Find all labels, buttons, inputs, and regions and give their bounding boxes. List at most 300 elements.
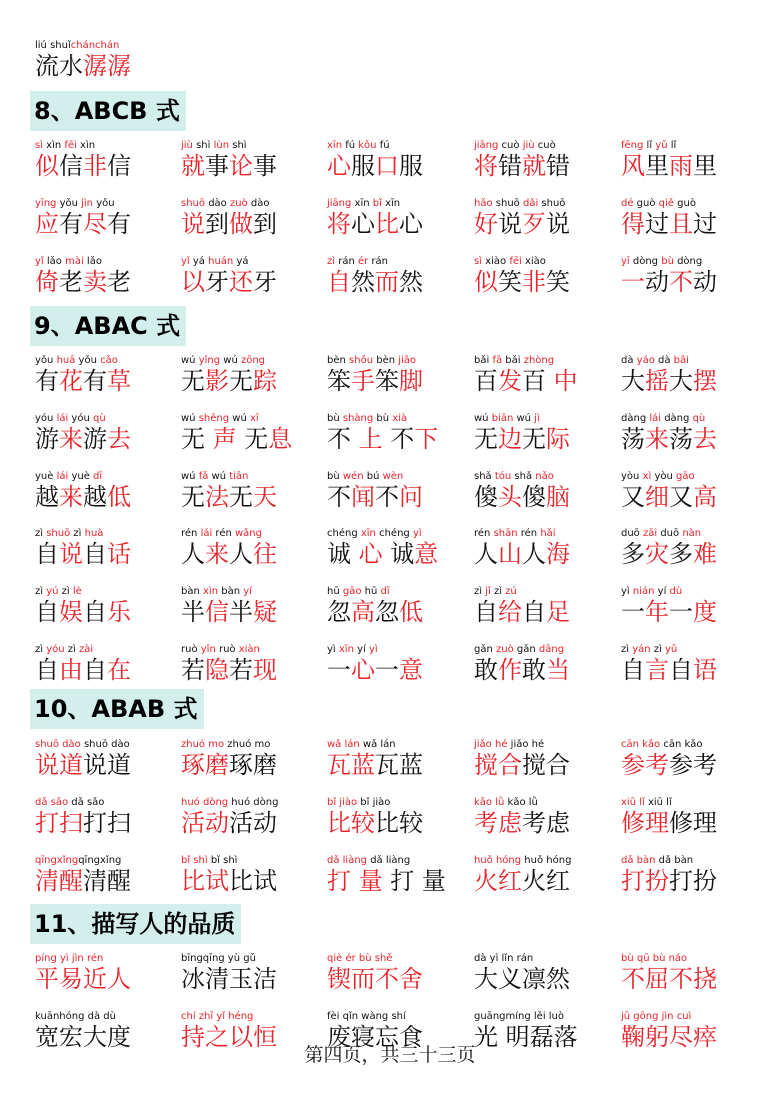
plain-text: 比较 bbox=[375, 809, 423, 837]
plain-text: huó dòng bbox=[228, 797, 279, 808]
highlight-text: yì bbox=[368, 644, 378, 655]
pinyin bbox=[474, 1011, 614, 1023]
highlight-text: 还 bbox=[229, 268, 253, 296]
chinese-phrase bbox=[474, 809, 614, 837]
plain-text: rén bbox=[212, 528, 235, 539]
highlight-text: 疑 bbox=[253, 598, 277, 626]
highlight-text: jìn bbox=[81, 198, 94, 209]
pinyin bbox=[35, 797, 175, 809]
plain-text: 里 bbox=[693, 152, 717, 180]
plain-text: 笑 bbox=[498, 268, 522, 296]
plain-text: rán bbox=[335, 256, 358, 267]
pinyin bbox=[621, 855, 761, 867]
plain-text: chéng bbox=[375, 528, 413, 539]
plain-text: wú bbox=[229, 413, 250, 424]
highlight-text: 鞠躬尽瘁 bbox=[621, 1023, 717, 1051]
chinese-phrase bbox=[474, 598, 614, 626]
pinyin bbox=[474, 586, 614, 598]
plain-text: 百 bbox=[522, 367, 554, 395]
pinyin bbox=[621, 140, 761, 152]
highlight-text: nián bbox=[632, 586, 655, 597]
plain-text: 一 bbox=[375, 656, 399, 684]
idiom-item bbox=[181, 739, 321, 779]
pinyin bbox=[621, 739, 761, 751]
plain-text: ruò bbox=[215, 644, 239, 655]
plain-text: 瓦蓝 bbox=[375, 751, 423, 779]
plain-text: 不 bbox=[375, 483, 399, 511]
chinese-phrase bbox=[181, 751, 321, 779]
plain-text: 半 bbox=[229, 598, 253, 626]
highlight-text: lè bbox=[72, 586, 82, 597]
highlight-text: shàng bbox=[342, 413, 374, 424]
highlight-text: 来 bbox=[205, 540, 229, 568]
highlight-text: lái bbox=[649, 413, 662, 424]
plain-text: xiào bbox=[482, 256, 510, 267]
pinyin bbox=[35, 198, 175, 210]
plain-text: 百 bbox=[474, 367, 498, 395]
highlight-text: 应 bbox=[35, 210, 59, 238]
plain-text: huǒ hóng bbox=[521, 855, 572, 866]
idiom-item bbox=[474, 471, 614, 511]
highlight-text: yì bbox=[412, 528, 422, 539]
idiom-item bbox=[474, 739, 614, 779]
plain-text: 游 bbox=[35, 425, 59, 453]
chinese-phrase bbox=[621, 598, 761, 626]
highlight-text: 当 bbox=[546, 656, 570, 684]
pinyin bbox=[181, 739, 321, 751]
highlight-text: 难 bbox=[693, 540, 717, 568]
pinyin bbox=[621, 586, 761, 598]
idiom-item bbox=[35, 855, 175, 895]
pinyin bbox=[35, 586, 175, 598]
plain-text: dào bbox=[247, 198, 270, 209]
highlight-text: 锲而不舍 bbox=[327, 965, 423, 993]
plain-text: yuè bbox=[35, 471, 57, 482]
plain-text: 服 bbox=[351, 152, 375, 180]
highlight-text: tóu bbox=[494, 471, 512, 482]
plain-text: rén bbox=[474, 528, 494, 539]
plain-text: 傻 bbox=[522, 483, 546, 511]
highlight-text: shān bbox=[493, 528, 518, 539]
plain-text: bèn bbox=[327, 355, 350, 366]
plain-text: shǎ bbox=[511, 471, 536, 482]
plain-text: 傻 bbox=[474, 483, 498, 511]
highlight-text: wén bbox=[342, 471, 364, 482]
highlight-text: yóu bbox=[46, 644, 65, 655]
plain-text: wú bbox=[474, 413, 492, 424]
plain-text: shuō bbox=[538, 198, 566, 209]
highlight-text: bǐ shì bbox=[181, 855, 208, 866]
plain-text: gǎn bbox=[474, 644, 496, 655]
highlight-text: píng yì jìn rén bbox=[35, 953, 104, 964]
chinese-phrase bbox=[621, 210, 761, 238]
highlight-text: jì bbox=[534, 413, 540, 424]
highlight-text: shuō dào bbox=[35, 739, 81, 750]
idiom-item bbox=[181, 198, 321, 238]
chinese-phrase bbox=[621, 867, 761, 895]
plain-text: 大义凛然 bbox=[474, 965, 570, 993]
plain-text: 一 bbox=[327, 656, 351, 684]
highlight-text: ér bbox=[357, 256, 369, 267]
plain-text: bù bbox=[327, 413, 343, 424]
highlight-text: fēi bbox=[509, 256, 522, 267]
plain-text: dà yì lǐn rán bbox=[474, 953, 534, 964]
chinese-phrase bbox=[181, 598, 321, 626]
plain-text: rén bbox=[517, 528, 541, 539]
highlight-text: 清醒 bbox=[35, 867, 83, 895]
pinyin bbox=[327, 739, 467, 751]
highlight-text: 平易近人 bbox=[35, 965, 131, 993]
idiom-item bbox=[181, 256, 321, 296]
idiom-item bbox=[181, 855, 321, 895]
pinyin bbox=[474, 471, 614, 483]
highlight-text: xià bbox=[392, 413, 408, 424]
idiom-item bbox=[474, 528, 614, 568]
plain-text: 动 bbox=[693, 268, 717, 296]
chinese-phrase bbox=[621, 656, 761, 684]
chinese-phrase bbox=[327, 656, 467, 684]
idiom-item bbox=[181, 413, 321, 453]
plain-text: 笨 bbox=[375, 367, 399, 395]
pinyin bbox=[35, 855, 175, 867]
highlight-text: 好 bbox=[474, 210, 498, 238]
highlight-text: lái bbox=[56, 471, 69, 482]
plain-text: yǒu bbox=[75, 355, 101, 366]
highlight-text: shuō bbox=[46, 528, 71, 539]
plain-text: wú bbox=[208, 471, 230, 482]
plain-text: 服 bbox=[399, 152, 423, 180]
plain-text: fú bbox=[342, 140, 359, 151]
pinyin bbox=[621, 355, 761, 367]
plain-text: 笑 bbox=[546, 268, 570, 296]
highlight-text: bù qū bù náo bbox=[621, 953, 688, 964]
highlight-text: 搅合 bbox=[474, 751, 522, 779]
pinyin bbox=[474, 953, 614, 965]
chinese-phrase bbox=[327, 540, 467, 568]
chinese-phrase bbox=[181, 965, 321, 993]
idiom-item bbox=[327, 355, 467, 395]
plain-text: 荡 bbox=[621, 425, 645, 453]
idiom-item bbox=[621, 739, 761, 779]
plain-text: fèi qǐn wàng shí bbox=[327, 1011, 406, 1022]
highlight-text: xì bbox=[642, 471, 652, 482]
plain-text: rén bbox=[181, 528, 201, 539]
highlight-text: dé bbox=[621, 198, 634, 209]
highlight-text: xīn bbox=[360, 528, 376, 539]
highlight-text: mài bbox=[65, 256, 84, 267]
highlight-text: 作 bbox=[498, 656, 522, 684]
highlight-text: 闻 bbox=[351, 483, 375, 511]
plain-text: shuō dào bbox=[80, 739, 130, 750]
plain-text: wú bbox=[181, 413, 199, 424]
plain-text: shì bbox=[229, 140, 247, 151]
plain-text: yǒu bbox=[93, 198, 115, 209]
chinese-phrase bbox=[621, 367, 761, 395]
chinese-phrase bbox=[621, 751, 761, 779]
highlight-text: 山 bbox=[498, 540, 522, 568]
highlight-text: 打 量 bbox=[327, 867, 383, 895]
highlight-text: yǐ bbox=[181, 256, 190, 267]
highlight-text: qù bbox=[692, 413, 706, 424]
idiom-item bbox=[181, 528, 321, 568]
chinese-phrase bbox=[181, 367, 321, 395]
highlight-text: zhòng bbox=[523, 355, 555, 366]
highlight-text: 持之以恒 bbox=[181, 1023, 277, 1051]
chinese-phrase bbox=[181, 656, 321, 684]
highlight-text: xīn bbox=[327, 140, 343, 151]
highlight-text: 参考 bbox=[621, 751, 669, 779]
highlight-text: chánchán bbox=[70, 40, 120, 51]
idiom-item bbox=[327, 739, 467, 779]
pinyin bbox=[327, 198, 467, 210]
pinyin bbox=[474, 528, 614, 540]
section-heading: 9、ABAC 式 bbox=[30, 306, 186, 346]
highlight-text: 高 bbox=[351, 598, 375, 626]
pinyin bbox=[327, 855, 467, 867]
idiom-item bbox=[474, 797, 614, 837]
plain-text: 敢 bbox=[522, 656, 546, 684]
plain-text: yì bbox=[621, 586, 633, 597]
pinyin bbox=[35, 355, 175, 367]
highlight-text: sì bbox=[474, 256, 482, 267]
plain-text: 宽宏大度 bbox=[35, 1023, 131, 1051]
highlight-text: bǐ bbox=[372, 198, 382, 209]
pinyin bbox=[327, 586, 467, 598]
chinese-phrase bbox=[327, 425, 467, 453]
chinese-phrase bbox=[327, 867, 467, 895]
plain-text: 清醒 bbox=[83, 867, 131, 895]
highlight-text: qù bbox=[92, 413, 106, 424]
plain-text: 有 bbox=[83, 367, 107, 395]
chinese-phrase bbox=[474, 483, 614, 511]
plain-text: zì bbox=[490, 586, 506, 597]
plain-text: 说道 bbox=[83, 751, 131, 779]
plain-text: 过 bbox=[693, 210, 717, 238]
highlight-text: cǎo bbox=[100, 355, 118, 366]
chinese-phrase bbox=[621, 483, 761, 511]
plain-text: 心 bbox=[399, 210, 423, 238]
idiom-item bbox=[327, 953, 467, 993]
plain-text: 打扮 bbox=[669, 867, 717, 895]
highlight-text: 论 bbox=[229, 152, 253, 180]
pinyin bbox=[327, 140, 467, 152]
highlight-text: zhuó mo bbox=[181, 739, 225, 750]
highlight-text: bù bbox=[661, 256, 674, 267]
plain-text: 游 bbox=[83, 425, 107, 453]
plain-text: yuè bbox=[68, 471, 94, 482]
idiom-item bbox=[181, 586, 321, 626]
highlight-text: 娱 bbox=[59, 598, 83, 626]
plain-text: 忽 bbox=[375, 598, 399, 626]
idiom-item bbox=[327, 644, 467, 684]
highlight-text: 法 bbox=[205, 483, 229, 511]
plain-text: 比试 bbox=[229, 867, 277, 895]
highlight-text: yī bbox=[621, 256, 630, 267]
highlight-text: 心 bbox=[358, 540, 383, 568]
plain-text: dòng bbox=[673, 256, 703, 267]
idiom-item bbox=[327, 586, 467, 626]
plain-text: 打扫 bbox=[83, 809, 131, 837]
pinyin bbox=[181, 855, 321, 867]
highlight-text: fā bbox=[492, 355, 503, 366]
plain-text: xiū lǐ bbox=[644, 797, 672, 808]
plain-text: bǎi bbox=[474, 355, 493, 366]
pinyin bbox=[35, 413, 175, 425]
highlight-text: 就 bbox=[522, 152, 546, 180]
highlight-text: jiù bbox=[522, 140, 535, 151]
highlight-text: 中 bbox=[553, 367, 578, 395]
highlight-text: 口 bbox=[375, 152, 399, 180]
plain-text: kǎo lǜ bbox=[504, 797, 538, 808]
plain-text: bù bbox=[373, 413, 393, 424]
highlight-text: 息 bbox=[268, 425, 293, 453]
highlight-text: dǎi bbox=[522, 198, 539, 209]
chinese-phrase bbox=[181, 152, 321, 180]
plain-text: 荡 bbox=[669, 425, 693, 453]
chinese-phrase bbox=[181, 268, 321, 296]
plain-text: yòu bbox=[621, 471, 643, 482]
chinese-phrase bbox=[474, 268, 614, 296]
plain-text: 又 bbox=[669, 483, 693, 511]
highlight-text: 语 bbox=[693, 656, 717, 684]
pinyin bbox=[181, 198, 321, 210]
idiom-item bbox=[327, 471, 467, 511]
plain-text: 然 bbox=[351, 268, 375, 296]
highlight-text: 问 bbox=[399, 483, 423, 511]
plain-text: guāngmíng lěi luò bbox=[474, 1011, 565, 1022]
plain-text: bǐ shì bbox=[207, 855, 238, 866]
highlight-text: yú bbox=[46, 586, 59, 597]
highlight-text: 来 bbox=[59, 483, 83, 511]
plain-text: 废寝忘食 bbox=[327, 1023, 423, 1051]
plain-text: yòu bbox=[651, 471, 676, 482]
highlight-text: jiǎo hé bbox=[474, 739, 508, 750]
pinyin bbox=[181, 140, 321, 152]
plain-text: 考虑 bbox=[522, 809, 570, 837]
chinese-phrase bbox=[35, 425, 175, 453]
plain-text: guò bbox=[673, 198, 696, 209]
plain-text: 自 bbox=[83, 540, 107, 568]
idiom-item bbox=[35, 797, 175, 837]
idiom-item bbox=[621, 644, 761, 684]
highlight-text: 花 bbox=[59, 367, 83, 395]
plain-text: 无 bbox=[474, 425, 498, 453]
highlight-text: huā bbox=[56, 355, 76, 366]
highlight-text: 风 bbox=[621, 152, 645, 180]
plain-text: bú bbox=[363, 471, 383, 482]
highlight-text: 言 bbox=[645, 656, 669, 684]
chinese-phrase bbox=[474, 656, 614, 684]
highlight-text: 做 bbox=[229, 210, 253, 238]
plain-text: 敢 bbox=[474, 656, 498, 684]
pinyin bbox=[474, 644, 614, 656]
highlight-text: yǔ bbox=[655, 140, 668, 151]
plain-text: 人 bbox=[474, 540, 498, 568]
highlight-text: hǎi bbox=[540, 528, 556, 539]
pinyin bbox=[474, 140, 614, 152]
highlight-text: zú bbox=[505, 586, 517, 597]
plain-text: 事 bbox=[253, 152, 277, 180]
plain-text: 牙 bbox=[253, 268, 277, 296]
pinyin bbox=[621, 644, 761, 656]
plain-text: 无 bbox=[236, 425, 269, 453]
highlight-text: yīng bbox=[35, 198, 57, 209]
highlight-text: jiāng bbox=[474, 140, 499, 151]
highlight-text: jiù bbox=[181, 140, 193, 151]
highlight-text: 似 bbox=[35, 152, 59, 180]
idiom-item bbox=[181, 140, 321, 180]
plain-text: 又 bbox=[621, 483, 645, 511]
highlight-text: 倚 bbox=[35, 268, 59, 296]
plain-text: 错 bbox=[498, 152, 522, 180]
chinese-phrase bbox=[621, 152, 761, 180]
highlight-text: nǎo bbox=[535, 471, 554, 482]
highlight-text: 而 bbox=[375, 268, 399, 296]
plain-text: dǎ liàng bbox=[367, 855, 411, 866]
idiom-item bbox=[327, 528, 467, 568]
highlight-text: 海 bbox=[546, 540, 570, 568]
plain-text: 打 量 bbox=[382, 867, 446, 895]
plain-text: 琢磨 bbox=[229, 751, 277, 779]
chinese-phrase bbox=[35, 809, 175, 837]
pinyin bbox=[181, 355, 321, 367]
highlight-text: 将 bbox=[474, 152, 498, 180]
pinyin bbox=[474, 855, 614, 867]
highlight-text: 来 bbox=[645, 425, 669, 453]
plain-text: bǎi bbox=[502, 355, 524, 366]
plain-text: yá bbox=[233, 256, 249, 267]
section-heading: 8、ABCB 式 bbox=[30, 91, 186, 131]
idiom-item bbox=[621, 198, 761, 238]
highlight-text: wèn bbox=[382, 471, 404, 482]
plain-text: zì bbox=[650, 644, 665, 655]
pinyin bbox=[621, 471, 761, 483]
chinese-phrase bbox=[35, 751, 175, 779]
plain-text: xìn bbox=[76, 140, 96, 151]
highlight-text: zì bbox=[327, 256, 336, 267]
plain-text: 越 bbox=[83, 483, 107, 511]
plain-text: dǎ sǎo bbox=[68, 797, 105, 808]
plain-text: yóu bbox=[68, 413, 93, 424]
chinese-phrase bbox=[474, 540, 614, 568]
pinyin bbox=[327, 797, 467, 809]
plain-text: xīn bbox=[381, 198, 401, 209]
pinyin bbox=[474, 739, 614, 751]
idiom-item bbox=[181, 644, 321, 684]
chinese-phrase bbox=[181, 867, 321, 895]
plain-text: jiǎo hé bbox=[507, 739, 545, 750]
plain-text: 一 bbox=[621, 598, 645, 626]
idiom-item bbox=[181, 355, 321, 395]
plain-text: bù bbox=[327, 471, 343, 482]
highlight-text: 信 bbox=[205, 598, 229, 626]
plain-text: hū bbox=[327, 586, 343, 597]
chinese-phrase bbox=[327, 751, 467, 779]
chinese-phrase bbox=[474, 965, 614, 993]
plain-text: 诚 bbox=[382, 540, 415, 568]
idiom-item bbox=[621, 355, 761, 395]
plain-text: hū bbox=[361, 586, 381, 597]
pinyin bbox=[621, 528, 761, 540]
highlight-text: dāng bbox=[538, 644, 565, 655]
plain-text: 自 bbox=[669, 656, 693, 684]
plain-text: xiào bbox=[521, 256, 546, 267]
highlight-text: huán bbox=[208, 256, 234, 267]
plain-text: 自 bbox=[83, 656, 107, 684]
highlight-text: zuò bbox=[229, 198, 248, 209]
plain-text: bīngqīng yù gǔ bbox=[181, 953, 256, 964]
idiom-item bbox=[621, 471, 761, 511]
